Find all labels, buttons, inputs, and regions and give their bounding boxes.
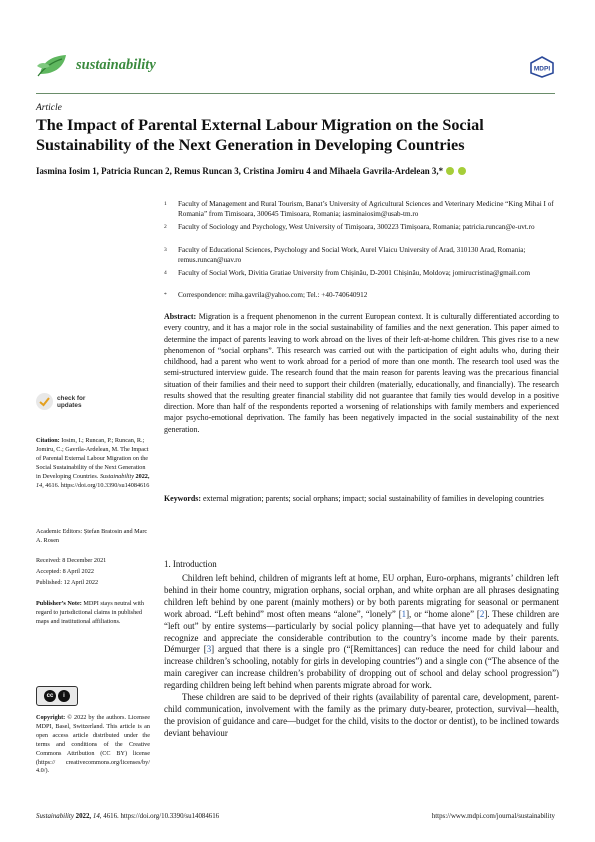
affiliation-1 bbox=[164, 199, 559, 220]
copyright-label: Copyright: bbox=[36, 714, 66, 721]
by-icon: i bbox=[58, 690, 70, 702]
abstract bbox=[164, 311, 559, 435]
affiliation-number: * bbox=[164, 292, 167, 298]
received-date: Received: 8 December 2021 bbox=[36, 557, 107, 564]
footer-journal-url[interactable]: https://www.mdpi.com/journal/sustainability bbox=[431, 813, 555, 820]
check-for-updates-badge[interactable] bbox=[36, 393, 85, 410]
affiliation-text: Faculty of Sociology and Psychology, West University of Timișoara, 300223 Timișoara, Romania; patricia.runcan@e-uvt.ro bbox=[178, 223, 535, 231]
affiliation-number: 1 bbox=[164, 201, 167, 207]
reference-link[interactable]: 3 bbox=[206, 644, 212, 655]
intro-paragraph-2: These children are said to be deprived of their rights (availability of parental care, development, parent-child communication, involvement with the family as the primary duty-bearer, protection, survival—health, the provision of guidance and care—budget for the child, visits to the doctor or dentist), to be inclined towards deviant behaviour bbox=[164, 692, 559, 738]
citation-label: Citation: bbox=[36, 437, 60, 444]
abstract-label: Abstract: bbox=[164, 312, 197, 321]
check-label: check for bbox=[57, 394, 86, 402]
citation-journal: Sustainability bbox=[99, 472, 134, 480]
published-date: Published: 12 April 2022 bbox=[36, 579, 99, 586]
abstract-text: Migration is a frequent phenomenon in the current European context. It is culturally differentiated according to every country, and it has a major role in the social sustainability of families and the next generation. This paper aimed to determine the impact of parents leaving to work abroad on the lives of their left-at-home children. This gives rise to a new phenomenon of “social orphans”. This research was carried out with the participation of eight adults who, during their childhood, had a parent who went to work abroad for a period of more than one month. The research tool used was the semi-structured interview guide. The research found that the main reason for parents leaving was the precarious financial situation of their families and their need to support their children (materially, educationally, and financially). The research results showed that the resulting greater financial stability did not guarantee that family ties would develop in a positive direction. More than half of the respondents reported a worsening of relationships with family members and experienced major psycho-emotional deprivation. The family has been negatively impacted in the social sustainability of the next generation. bbox=[164, 312, 560, 434]
cc-icon: cc bbox=[44, 690, 56, 702]
affiliation-text: Faculty of Social Work, Divitia Gratiae University from Chișinău, D-2001 Chișinău, Moldova; jomirucristina@gmail.com bbox=[178, 269, 531, 277]
updates-label: updates bbox=[57, 401, 82, 409]
mdpi-logo-icon bbox=[529, 56, 555, 78]
citation-volume: 14, bbox=[36, 481, 44, 489]
citation-block bbox=[36, 437, 150, 490]
publisher-note-label: Publisher’s Note: bbox=[36, 600, 82, 607]
leaf-logo-icon bbox=[36, 52, 70, 78]
affiliation-number: 2 bbox=[164, 224, 167, 230]
accepted-date: Accepted: 8 April 2022 bbox=[36, 568, 94, 575]
header-divider bbox=[36, 93, 555, 94]
mdpi-logo[interactable] bbox=[529, 56, 555, 83]
author-list bbox=[36, 166, 467, 176]
citation-text: Iosim, I.; Runcan, P.; Runcan, R.; Jomiru, C.; Gavrila-Ardelean, M. The Impact of Parental External Labour Migration on the Social Sustainability of the Next Generation in Developing Countries. bbox=[36, 437, 149, 480]
citation-year: 2022, bbox=[135, 472, 150, 480]
check-updates-icon bbox=[36, 393, 53, 410]
cc-by-license-logo[interactable] bbox=[36, 686, 78, 706]
dates-block bbox=[36, 555, 150, 588]
mdpi-logo-text: MDPI bbox=[533, 65, 551, 73]
copyright-text: © 2022 by the authors. Licensee MDPI, Basel, Switzerland. This article is an open access article distributed under the terms and conditions of the Creative Commons Attribution (CC BY) license (https:// creativecommons.org/licenses/by/ 4.0/). bbox=[36, 714, 151, 775]
keywords-text: external migration; parents; social orphans; impact; social sustainability of families in developing countries bbox=[203, 494, 544, 503]
keywords-label: Keywords: bbox=[164, 494, 202, 503]
page-footer bbox=[36, 813, 555, 820]
affiliation-4 bbox=[164, 268, 559, 278]
section-heading: 1. Introduction bbox=[164, 559, 217, 569]
affiliation-2 bbox=[164, 222, 559, 232]
intro-paragraph-1: Children left behind, children of migrants left at home, EU orphan, Euro-orphans, migrants’ children left behind in their home country, migration orphans, social orphan, and white orphan are all phrases designating children left behind by one parent (mainly mothers) or by both parents migrating for seasonal or permanent work abroad. “Left behind” most often means “alone”, “lonely” [1], or “home alone” [2]. These children are “left out” by entire systems—particularly by social policy planning—that have yet to adequately and fully recognize and appreciate the considerable contribution to the country’s income made by their parents. Démurger [3] argued that there is a single pro (“[Remittances] can reduce the need for child labour and increase children’s schooling, notably for girls in developing countries”) and a single con (“The absence of the main caregiver can increase children’s probability of dropping out of school and delay school progression”) regarding children being left behind when parents migrate abroad for work. bbox=[164, 573, 560, 691]
affiliation-number: 3 bbox=[164, 247, 167, 253]
reference-link[interactable]: 2 bbox=[479, 608, 485, 619]
footer-citation: Sustainability 2022, 14, 4616. https://doi.org/10.3390/su14084616 bbox=[36, 813, 220, 820]
academic-editors: Academic Editors: Ștefan Bratosin and Marc A. Rosen bbox=[36, 528, 148, 544]
publisher-note-text: MDPI stays neutral with regard to jurisdictional claims in published maps and institutional affiliations. bbox=[36, 600, 144, 625]
affiliation-text: Faculty of Management and Rural Tourism, Banat’s University of Agricultural Sciences and Veterinary Medicine “King Mihai I of Romania” from Timisoara, 300645 Timisoara, Romania; iasminaiosim@usab-tm.ro bbox=[178, 200, 554, 219]
affiliation-number: 4 bbox=[164, 270, 167, 276]
authors-text: Iasmina Iosim 1, Patricia Runcan 2, Remus Runcan 3, Cristina Jomiru 4 and Mihaela Gavrila-Ardelean 3,* bbox=[36, 166, 444, 176]
affiliation-text: Faculty of Educational Sciences, Psychology and Social Work, Aurel Vlaicu University of Arad, 310130 Arad, Romania; remus.runcan@uav.ro bbox=[178, 246, 526, 265]
article-title: The Impact of Parental External Labour Migration on the Social Sustainability of the Next Generation in Developing Countries bbox=[36, 116, 484, 154]
affiliation-3 bbox=[164, 245, 559, 266]
citation-doi[interactable]: 4616. https://doi.org/10.3390/su14084616 bbox=[45, 481, 150, 489]
orcid-icon[interactable] bbox=[458, 167, 466, 175]
article-type: Article bbox=[36, 103, 62, 113]
copyright-block bbox=[36, 714, 150, 776]
correspondence bbox=[164, 290, 559, 300]
keywords bbox=[164, 493, 559, 504]
intro-body bbox=[164, 573, 559, 740]
journal-name[interactable]: sustainability bbox=[76, 56, 156, 73]
orcid-icon[interactable] bbox=[446, 167, 454, 175]
reference-link[interactable]: 1 bbox=[401, 608, 407, 619]
publisher-note bbox=[36, 600, 150, 627]
correspondence-text: Correspondence: miha.gavrila@yahoo.com; Tel.: +40-740640912 bbox=[178, 291, 368, 299]
journal-header bbox=[36, 52, 156, 78]
